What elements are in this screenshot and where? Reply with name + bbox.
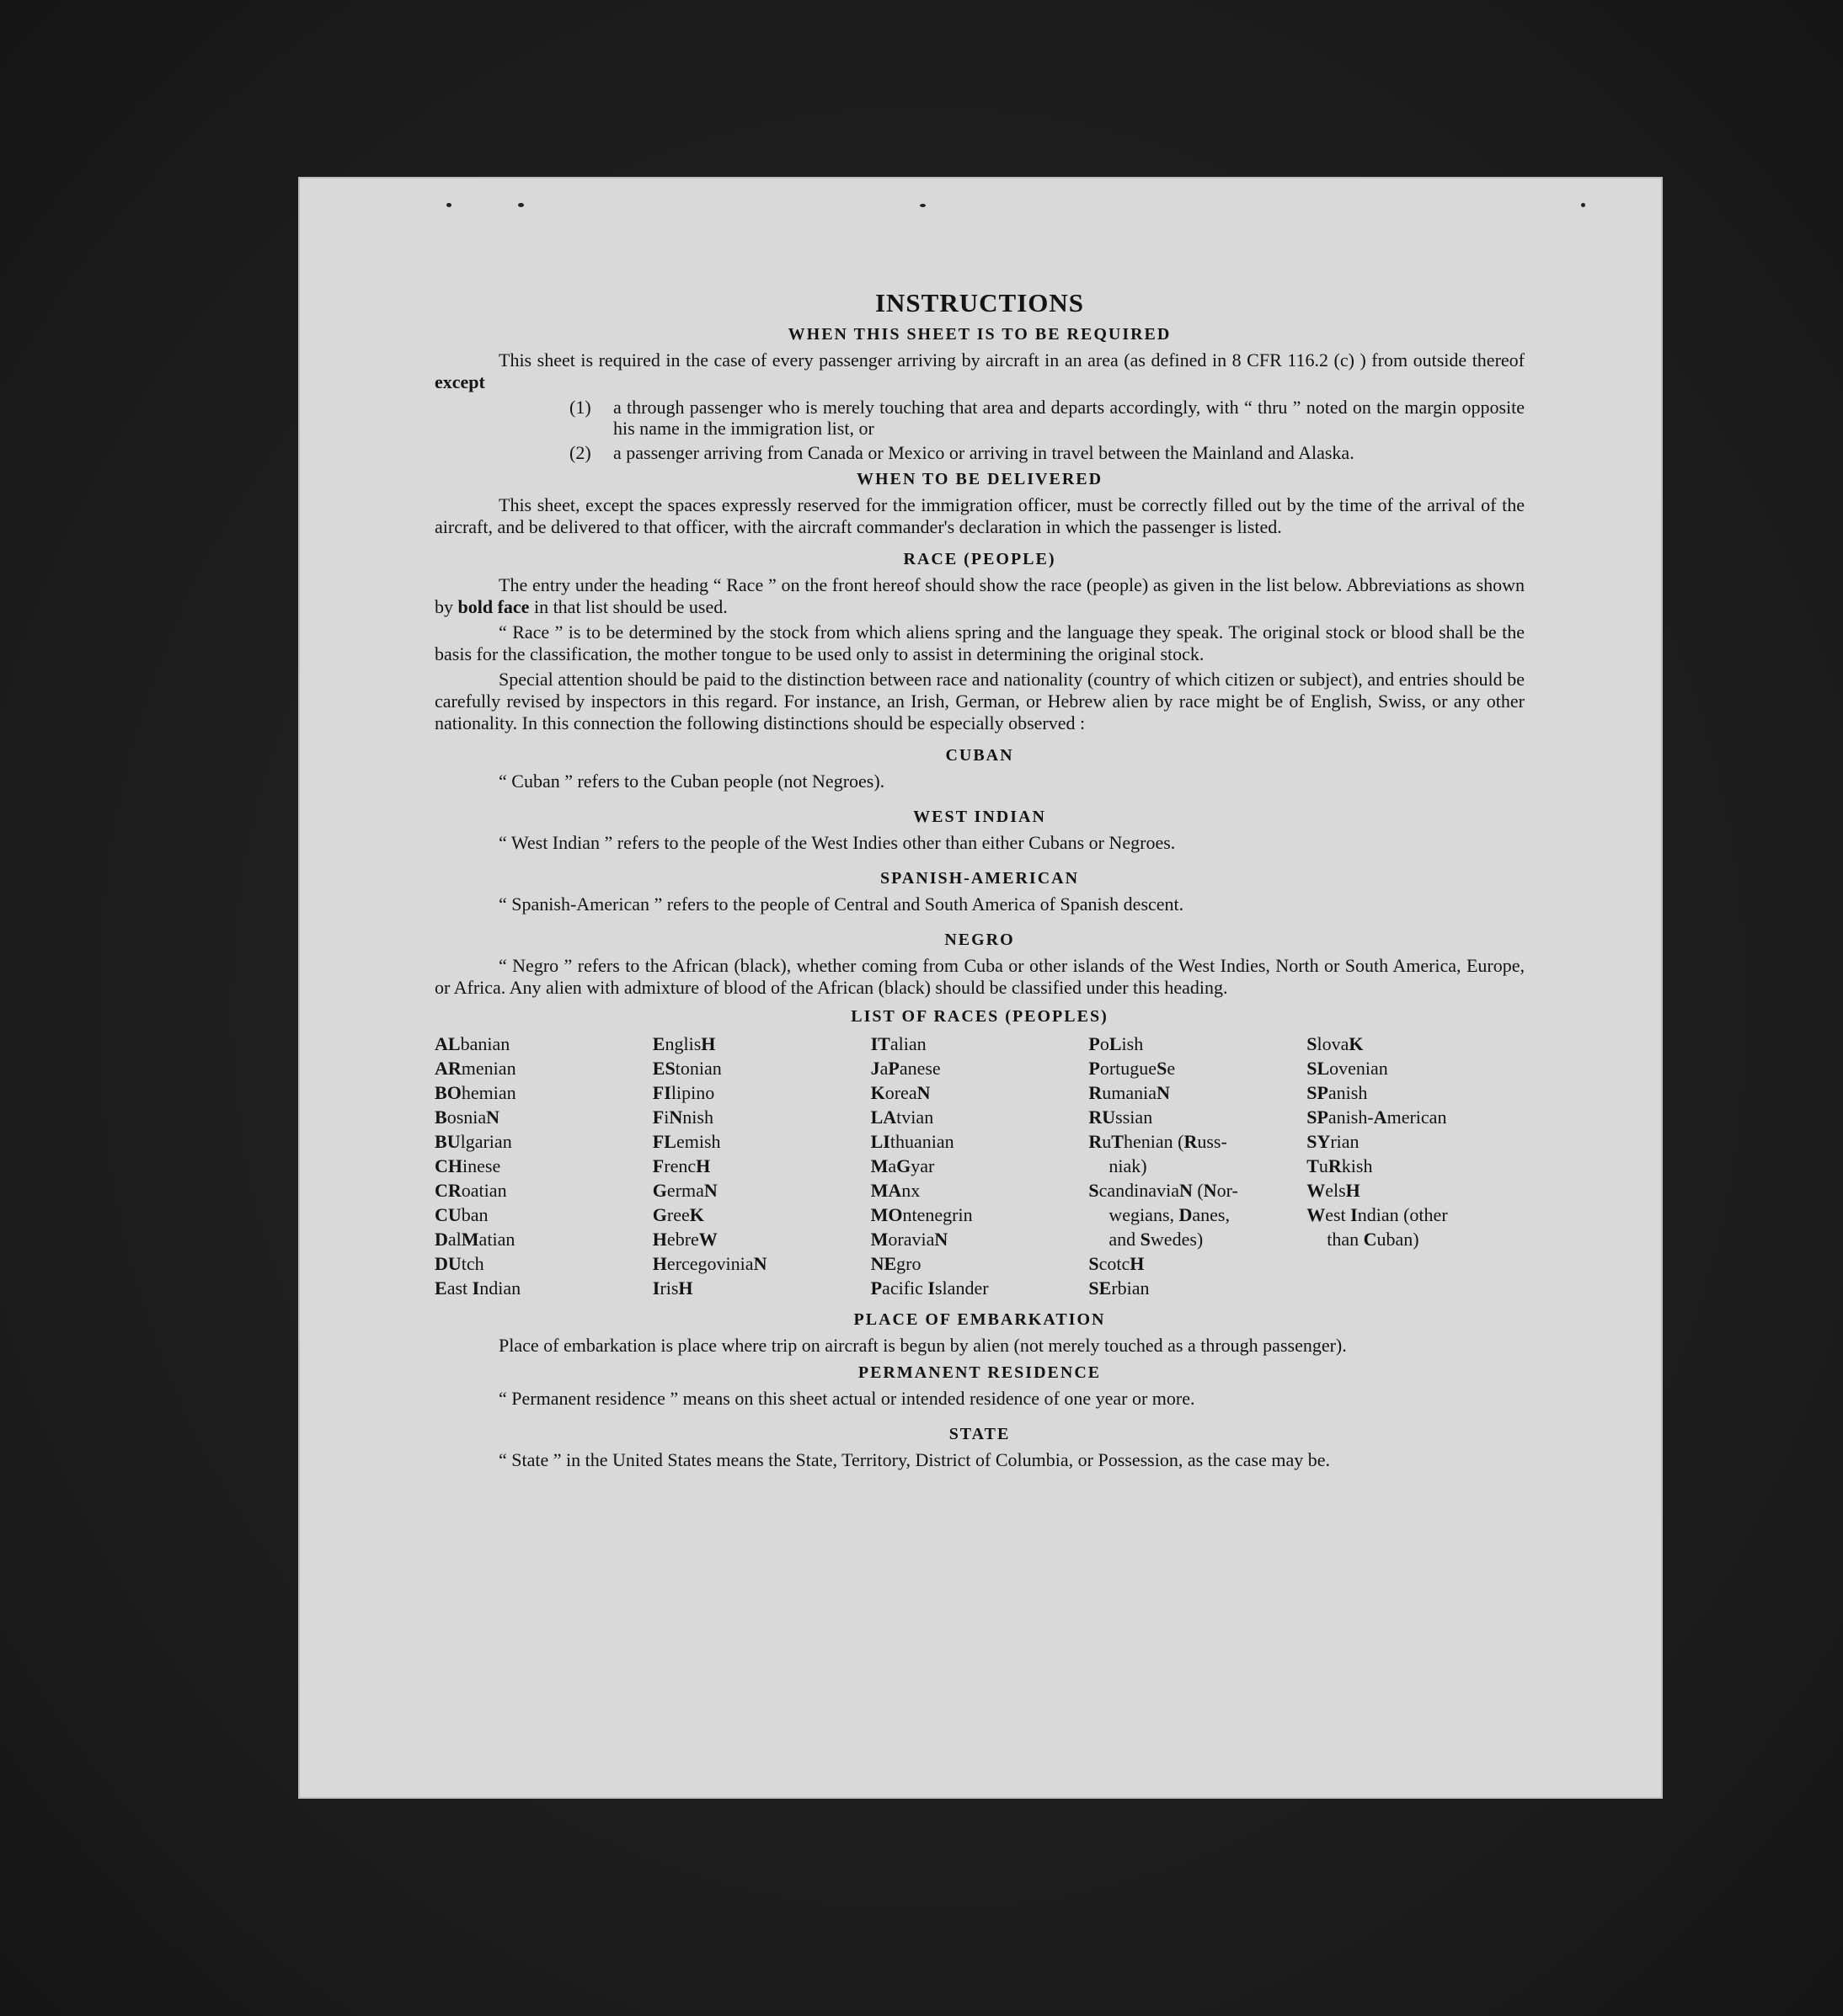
heading-state: STATE [948,1425,1011,1443]
heading-negro: NEGRO [944,931,1015,949]
race-item: LAtvian [870,1107,934,1128]
race-item: WelsH [1306,1180,1360,1201]
punch-mark [920,204,926,207]
race-item: JaPanese [870,1058,941,1079]
race-item: FrencH [652,1155,711,1176]
race-item: GreeK [652,1204,704,1225]
punch-mark [446,203,451,207]
heading-list-of-races: LIST OF RACES (PEOPLES) [851,1007,1108,1026]
heading-when-delivered: WHEN TO BE DELIVERED [856,470,1103,488]
race-item: BOhemian [435,1082,516,1103]
race-item: Pacific Islander [870,1277,989,1299]
heading-cuban: CUBAN [945,746,1014,765]
race-item: RUssian [1088,1107,1153,1128]
west-indian-text: “ West Indian ” refers to the people of the West Indies other than either Cubans or Negroes. [499,832,1176,853]
race-item: SPanish [1306,1082,1368,1103]
race-item-continuation: wegians, Danes, [1108,1204,1230,1225]
race-item: MoraviaN [870,1229,948,1250]
race-item: SYrian [1306,1131,1360,1152]
race-item: West Indian (other [1306,1204,1448,1225]
race-item: MaGyar [870,1155,935,1176]
exception-item-1: (1) a through passenger who is merely touching that area and departs accordingly, with “ thru ” noted on the margin opposite his name in the immigration list, or [569,397,1525,439]
heading-race: RACE (PEOPLE) [903,550,1056,568]
race-item: RumaniaN [1088,1082,1170,1103]
race-item: ALbanian [435,1033,510,1054]
race-item: East Indian [435,1277,521,1299]
state-text: “ State ” in the United States means the State, Territory, District of Columbia, or Possession, as the case may be. [499,1449,1331,1470]
race-item: RuThenian (Russ- [1088,1131,1227,1152]
heading-spanish-american: SPANISH-AMERICAN [879,869,1080,888]
races-column-3 [871,1032,1089,1300]
race-item: ScotcH [1088,1253,1145,1274]
instruction-sheet [298,177,1663,1799]
races-column-5 [1306,1032,1525,1300]
exception-item-2: (2) a passenger arriving from Canada or Mexico or arriving in travel between the Mainland and Alaska. [569,442,1354,463]
page-title: INSTRUCTIONS [874,288,1084,317]
race-item: PortugueSe [1088,1058,1176,1079]
race-item: ScandinaviaN (Nor- [1088,1180,1238,1201]
race-item: TuRkish [1306,1155,1373,1176]
race-item: PoLish [1088,1033,1144,1054]
cuban-text: “ Cuban ” refers to the Cuban people (not Negroes). [499,771,885,792]
race-item: EStonian [652,1058,722,1079]
race-item: HebreW [652,1229,718,1250]
race-item: SErbian [1088,1277,1150,1299]
when-delivered-text: This sheet, except the spaces expressly reserved for the immigration officer, must be correctly filled out by the time of the arrival of the aircraft, and be delivered to that officer, with the aircraft commander's declaration in which the passenger is listed. [435,494,1525,537]
race-item: MAnx [870,1180,921,1201]
race-item: BosniaN [435,1107,500,1128]
race-item: CRoatian [435,1180,507,1201]
race-item-continuation: niak) [1108,1155,1147,1176]
race-item-continuation: than Cuban) [1327,1229,1419,1250]
race-item: FIlipino [652,1082,715,1103]
race-item: FLemish [652,1131,721,1152]
race-item-continuation: and Swedes) [1108,1229,1204,1250]
heading-west-indian: WEST INDIAN [913,808,1046,826]
spanish-american-text: “ Spanish-American ” refers to the people of Central and South America of Spanish descent. [499,893,1184,915]
races-column-4 [1088,1032,1306,1300]
race-item: EnglisH [652,1033,716,1054]
race-paragraph-1: The entry under the heading “ Race ” on the front hereof should show the race (people) as given in the list below. Abbreviations as shown by bold face in that list should be used. [435,574,1525,617]
race-item: DalMatian [435,1229,516,1250]
permanent-residence-text: “ Permanent residence ” means on this sheet actual or intended residence of one year or more. [499,1388,1195,1409]
instructions-body [435,288,1525,1471]
punch-mark [518,203,524,207]
race-item: IrisH [652,1277,693,1299]
race-item: BUlgarian [435,1131,512,1152]
race-paragraph-2: “ Race ” is to be determined by the stock from which aliens spring and the language they speak. The original stock or blood shall be the basis for the classification, the mother tongue to be used only to assist in determining the original stock. [435,621,1525,664]
heading-when-required: WHEN THIS SHEET IS TO BE REQUIRED [788,325,1172,344]
race-item: LIthuanian [870,1131,954,1152]
embarkation-text: Place of embarkation is place where trip on aircraft is begun by alien (not merely touched as a through passenger). [499,1335,1347,1356]
heading-permanent-residence: PERMANENT RESIDENCE [857,1363,1102,1382]
race-item: DUtch [435,1253,484,1274]
race-paragraph-3: Special attention should be paid to the distinction between race and nationality (country of which citizen or subject), and entries should be carefully revised by inspectors in this regard. For instance, an Irish, German, or Hebrew alien by race might be of English, Swiss, or any other nationality. In this connection the following distinctions should be especially observed : [435,669,1525,733]
race-item: GermaN [652,1180,718,1201]
race-item: FiNnish [652,1107,713,1128]
races-column-1 [435,1032,653,1300]
race-item: MOntenegrin [870,1204,973,1225]
race-item: SPanish-American [1306,1107,1447,1128]
negro-text: “ Negro ” refers to the African (black), whether coming from Cuba or other islands of the West Indies, North or South America, Europe, or Africa. Any alien with admixture of blood of the African (black) should be classified under this heading. [435,955,1525,998]
heading-embarkation: PLACE OF EMBARKATION [853,1310,1106,1329]
race-item: CUban [435,1204,489,1225]
punch-mark [1581,203,1585,207]
races-table [435,1032,1525,1300]
when-required-intro: This sheet is required in the case of every passenger arriving by aircraft in an area (as defined in 8 CFR 116.2 (c) ) from outside thereof except [435,349,1525,392]
race-item: ARmenian [435,1058,516,1079]
race-item: HercegoviniaN [652,1253,767,1274]
race-item: NEgro [870,1253,922,1274]
race-item: SlovaK [1306,1033,1364,1054]
races-column-2 [653,1032,871,1300]
race-item: SLovenian [1306,1058,1388,1079]
race-item: KoreaN [870,1082,931,1103]
race-item: ITalian [870,1033,927,1054]
race-item: CHinese [435,1155,501,1176]
